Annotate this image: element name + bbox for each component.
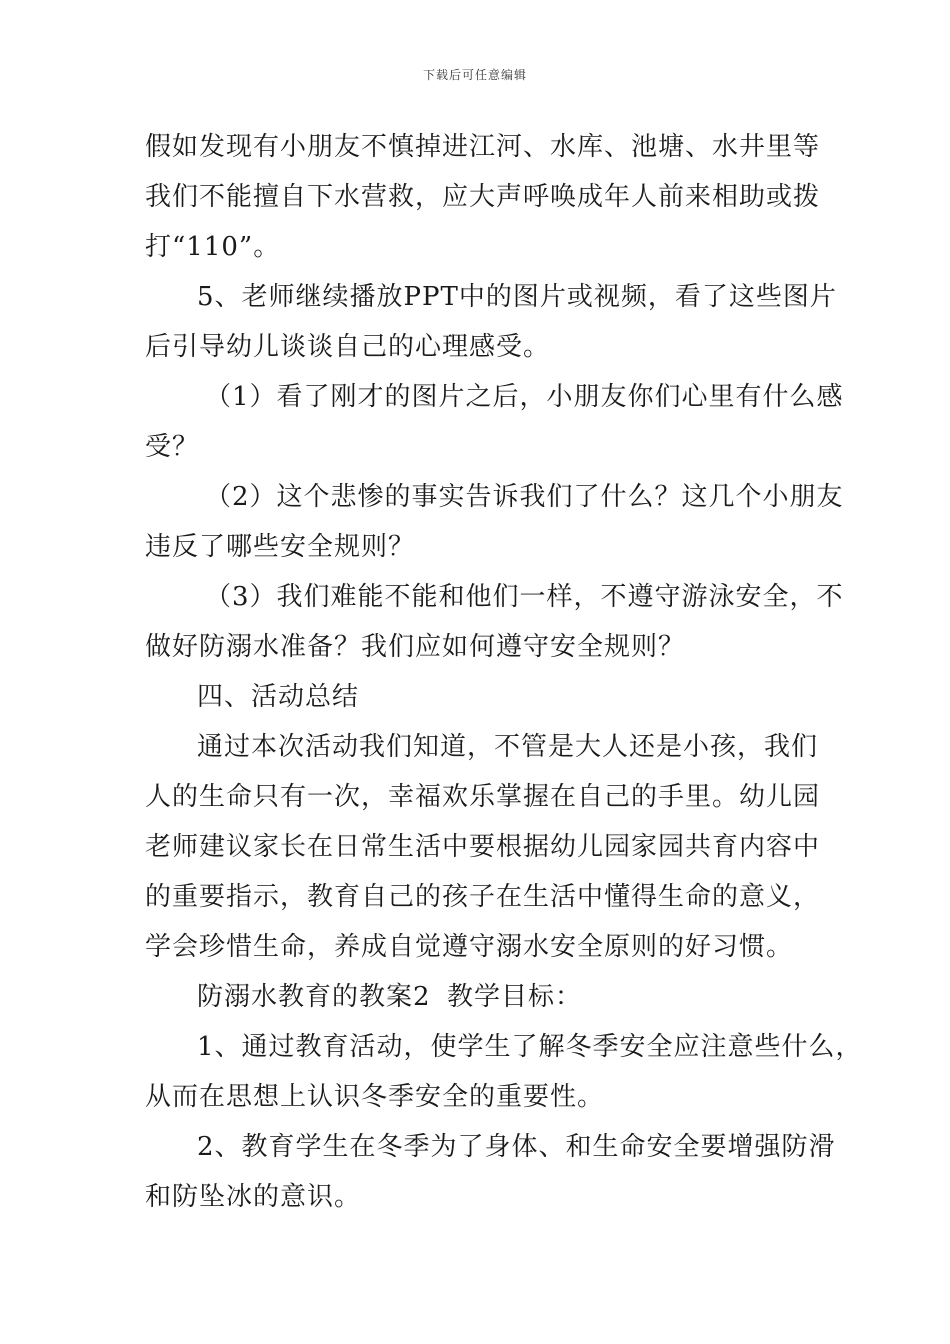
page-header: 下载后可任意编辑: [422, 68, 527, 82]
text-line: 后引导幼儿谈谈自己的心理感受。: [145, 332, 551, 362]
text-line: 学会珍惜生命，养成自觉遵守溺水安全原则的好习惯。: [145, 932, 794, 962]
text-line: 和防坠冰的意识。: [145, 1182, 362, 1212]
text-line: 假如发现有小朋友不慎掉进江河、水库、池塘、水井里等: [145, 132, 821, 162]
text-line: （2）这个悲惨的事实告诉我们了什么？这几个小朋友: [205, 482, 844, 512]
text-line: 我们不能擅自下水营救，应大声呼唤成年人前来相助或拨: [145, 182, 821, 212]
text-line: 打“110”。: [145, 232, 281, 262]
teaching-goals-label: 教学目标：: [447, 982, 583, 1012]
text-line: 通过本次活动我们知道，不管是大人还是小孩，我们: [197, 732, 819, 762]
text-line: 受？: [145, 432, 200, 462]
text-line: 人的生命只有一次，幸福欢乐掌握在自己的手里。幼儿园: [145, 782, 821, 812]
lesson-title: 防溺水教育的教案2: [197, 982, 431, 1012]
text-line: 从而在思想上认识冬季安全的重要性。: [145, 1082, 605, 1112]
text-line: 的重要指示，教育自己的孩子在生活中懂得生命的意义，: [145, 882, 821, 912]
text-line: 2、教育学生在冬季为了身体、和生命安全要增强防滑: [197, 1132, 836, 1162]
text-line: （3）我们难能不能和他们一样，不遵守游泳安全，不: [205, 582, 844, 612]
text-line: 1、通过教育活动，使学生了解冬季安全应注意些什么，: [197, 1032, 863, 1062]
text-line: （1）看了刚才的图片之后，小朋友你们心里有什么感: [205, 382, 844, 412]
section-heading: 四、活动总结: [197, 682, 360, 712]
text-line: 违反了哪些安全规则？: [145, 532, 416, 562]
text-line: 老师建议家长在日常生活中要根据幼儿园家园共育内容中: [145, 832, 821, 862]
text-line: 5、老师继续播放PPT中的图片或视频，看了这些图片: [197, 282, 837, 312]
text-line: 做好防溺水准备？我们应如何遵守安全规则？: [145, 632, 686, 662]
